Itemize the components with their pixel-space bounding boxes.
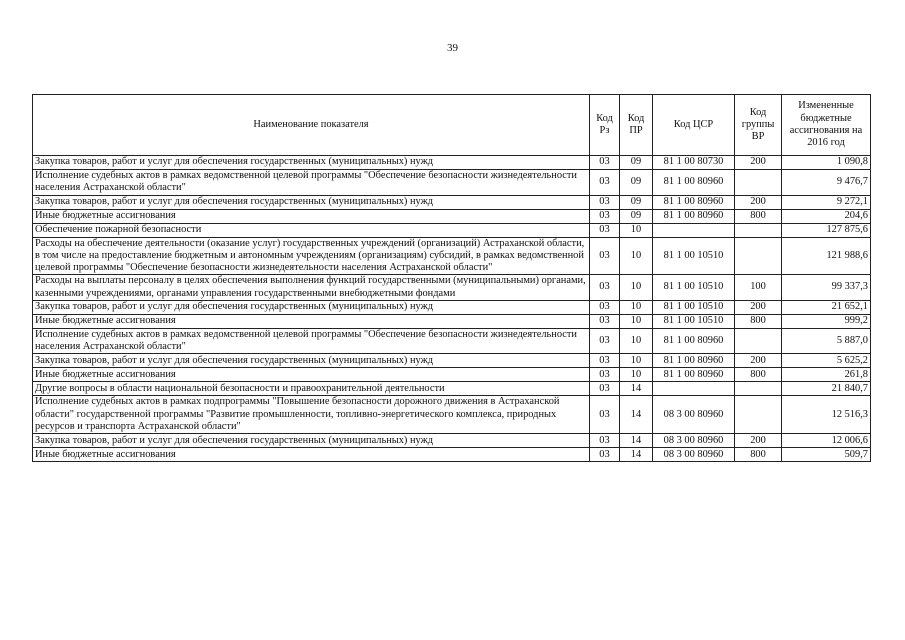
- cell-amount: 5 887,0: [782, 328, 871, 354]
- header-pr: Код ПР: [620, 95, 653, 156]
- header-name: Наименование показателя: [33, 95, 590, 156]
- cell-csr: 81 1 00 10510: [653, 237, 735, 275]
- cell-rz: 03: [590, 434, 620, 448]
- table-row: [33, 275, 871, 301]
- cell-csr: 81 1 00 80960: [653, 328, 735, 354]
- cell-amount: 509,7: [782, 448, 871, 462]
- cell-pr: 14: [620, 434, 653, 448]
- cell-csr: 08 3 00 80960: [653, 396, 735, 434]
- cell-amount: 21 840,7: [782, 382, 871, 396]
- cell-csr: 08 3 00 80960: [653, 434, 735, 448]
- table-row: [33, 382, 871, 396]
- cell-rz: 03: [590, 195, 620, 209]
- cell-csr: 81 1 00 80960: [653, 209, 735, 223]
- table-row: [33, 448, 871, 462]
- cell-csr: 81 1 00 80960: [653, 354, 735, 368]
- cell-rz: 03: [590, 300, 620, 314]
- cell-pr: 14: [620, 448, 653, 462]
- table-row: [33, 223, 871, 237]
- cell-name: Обеспечение пожарной безопасности: [33, 223, 590, 237]
- cell-csr: 81 1 00 10510: [653, 300, 735, 314]
- cell-rz: 03: [590, 328, 620, 354]
- cell-csr: 81 1 00 10510: [653, 314, 735, 328]
- cell-vr: 200: [735, 195, 782, 209]
- table-row: [33, 195, 871, 209]
- cell-name: Исполнение судебных актов в рамках ведомственной целевой программы "Обеспечение безопасности жизнедеятельности населения Астраханской области": [33, 170, 590, 196]
- header-amount: Измененные бюджетные ассигнования на 2016 год: [782, 95, 871, 156]
- table-body: [33, 156, 871, 462]
- cell-pr: 10: [620, 275, 653, 301]
- cell-vr: [735, 223, 782, 237]
- cell-vr: 100: [735, 275, 782, 301]
- cell-name: Закупка товаров, работ и услуг для обеспечения государственных (муниципальных) нужд: [33, 195, 590, 209]
- table-row: [33, 328, 871, 354]
- table-row: [33, 170, 871, 196]
- cell-csr: 81 1 00 80730: [653, 156, 735, 170]
- cell-name: Расходы на обеспечение деятельности (оказание услуг) государственных учреждений (организаций) Астраханской области, в том числе на предоставление бюджетным и автономным учреждениям (организациям) субсидий, в рамках ведомственной целевой программы "Обеспечение безопасности жизнедеятельности населения Астраханской области": [33, 237, 590, 275]
- cell-name: Иные бюджетные ассигнования: [33, 368, 590, 382]
- page-number: 39: [447, 42, 458, 54]
- cell-vr: 200: [735, 300, 782, 314]
- cell-csr: 08 3 00 80960: [653, 448, 735, 462]
- budget-table: [32, 94, 871, 462]
- cell-rz: 03: [590, 314, 620, 328]
- cell-name: Иные бюджетные ассигнования: [33, 209, 590, 223]
- table-row: [33, 300, 871, 314]
- header-vr: Код группы ВР: [735, 95, 782, 156]
- cell-vr: [735, 382, 782, 396]
- cell-vr: 200: [735, 156, 782, 170]
- cell-amount: 99 337,3: [782, 275, 871, 301]
- cell-amount: 121 988,6: [782, 237, 871, 275]
- cell-name: Закупка товаров, работ и услуг для обеспечения государственных (муниципальных) нужд: [33, 434, 590, 448]
- cell-rz: 03: [590, 170, 620, 196]
- cell-name: Другие вопросы в области национальной безопасности и правоохранительной деятельности: [33, 382, 590, 396]
- cell-csr: 81 1 00 80960: [653, 170, 735, 196]
- cell-amount: 12 516,3: [782, 396, 871, 434]
- cell-rz: 03: [590, 368, 620, 382]
- cell-vr: 800: [735, 209, 782, 223]
- cell-pr: 09: [620, 209, 653, 223]
- cell-pr: 09: [620, 170, 653, 196]
- table-row: [33, 354, 871, 368]
- cell-amount: 5 625,2: [782, 354, 871, 368]
- cell-pr: 09: [620, 195, 653, 209]
- cell-pr: 10: [620, 314, 653, 328]
- cell-vr: [735, 396, 782, 434]
- cell-csr: [653, 382, 735, 396]
- cell-amount: 1 090,8: [782, 156, 871, 170]
- cell-name: Закупка товаров, работ и услуг для обеспечения государственных (муниципальных) нужд: [33, 156, 590, 170]
- cell-csr: 81 1 00 80960: [653, 368, 735, 382]
- cell-amount: 999,2: [782, 314, 871, 328]
- cell-amount: 261,8: [782, 368, 871, 382]
- cell-rz: 03: [590, 223, 620, 237]
- cell-rz: 03: [590, 448, 620, 462]
- cell-name: Исполнение судебных актов в рамках ведомственной целевой программы "Обеспечение безопасности жизнедеятельности населения Астраханской области": [33, 328, 590, 354]
- cell-amount: 12 006,6: [782, 434, 871, 448]
- table-row: [33, 396, 871, 434]
- cell-pr: 10: [620, 354, 653, 368]
- table-row: [33, 156, 871, 170]
- table-row: [33, 434, 871, 448]
- cell-name: Иные бюджетные ассигнования: [33, 314, 590, 328]
- header-csr: Код ЦСР: [653, 95, 735, 156]
- cell-pr: 10: [620, 300, 653, 314]
- cell-pr: 14: [620, 382, 653, 396]
- cell-vr: [735, 170, 782, 196]
- cell-rz: 03: [590, 275, 620, 301]
- cell-rz: 03: [590, 396, 620, 434]
- cell-rz: 03: [590, 354, 620, 368]
- cell-amount: 127 875,6: [782, 223, 871, 237]
- cell-name: Иные бюджетные ассигнования: [33, 448, 590, 462]
- cell-vr: 800: [735, 314, 782, 328]
- cell-rz: 03: [590, 156, 620, 170]
- table-row: [33, 368, 871, 382]
- cell-rz: 03: [590, 209, 620, 223]
- cell-pr: 10: [620, 328, 653, 354]
- cell-pr: 09: [620, 156, 653, 170]
- cell-vr: 200: [735, 434, 782, 448]
- table-row: [33, 237, 871, 275]
- cell-vr: [735, 328, 782, 354]
- cell-rz: 03: [590, 237, 620, 275]
- header-rz: Код Рз: [590, 95, 620, 156]
- cell-pr: 10: [620, 223, 653, 237]
- table-row: [33, 209, 871, 223]
- cell-name: Расходы на выплаты персоналу в целях обеспечения выполнения функций государственными (муниципальными) органами, казенными учреждениями, органами управления государственными внебюджетными фондами: [33, 275, 590, 301]
- cell-csr: 81 1 00 10510: [653, 275, 735, 301]
- cell-amount: 21 652,1: [782, 300, 871, 314]
- cell-vr: [735, 237, 782, 275]
- cell-name: Закупка товаров, работ и услуг для обеспечения государственных (муниципальных) нужд: [33, 354, 590, 368]
- cell-name: Закупка товаров, работ и услуг для обеспечения государственных (муниципальных) нужд: [33, 300, 590, 314]
- cell-name: Исполнение судебных актов в рамках подпрограммы "Повышение безопасности дорожного движения в Астраханской области" государственной программы "Развитие промышленности, топливно-энергетического комплекса, природных ресурсов и транспорта Астраханской области": [33, 396, 590, 434]
- cell-csr: [653, 223, 735, 237]
- table-header: [33, 95, 871, 156]
- cell-vr: 800: [735, 368, 782, 382]
- cell-amount: 204,6: [782, 209, 871, 223]
- table-row: [33, 314, 871, 328]
- cell-amount: 9 272,1: [782, 195, 871, 209]
- cell-vr: 800: [735, 448, 782, 462]
- cell-pr: 10: [620, 368, 653, 382]
- cell-amount: 9 476,7: [782, 170, 871, 196]
- cell-csr: 81 1 00 80960: [653, 195, 735, 209]
- cell-rz: 03: [590, 382, 620, 396]
- cell-pr: 14: [620, 396, 653, 434]
- cell-pr: 10: [620, 237, 653, 275]
- cell-vr: 200: [735, 354, 782, 368]
